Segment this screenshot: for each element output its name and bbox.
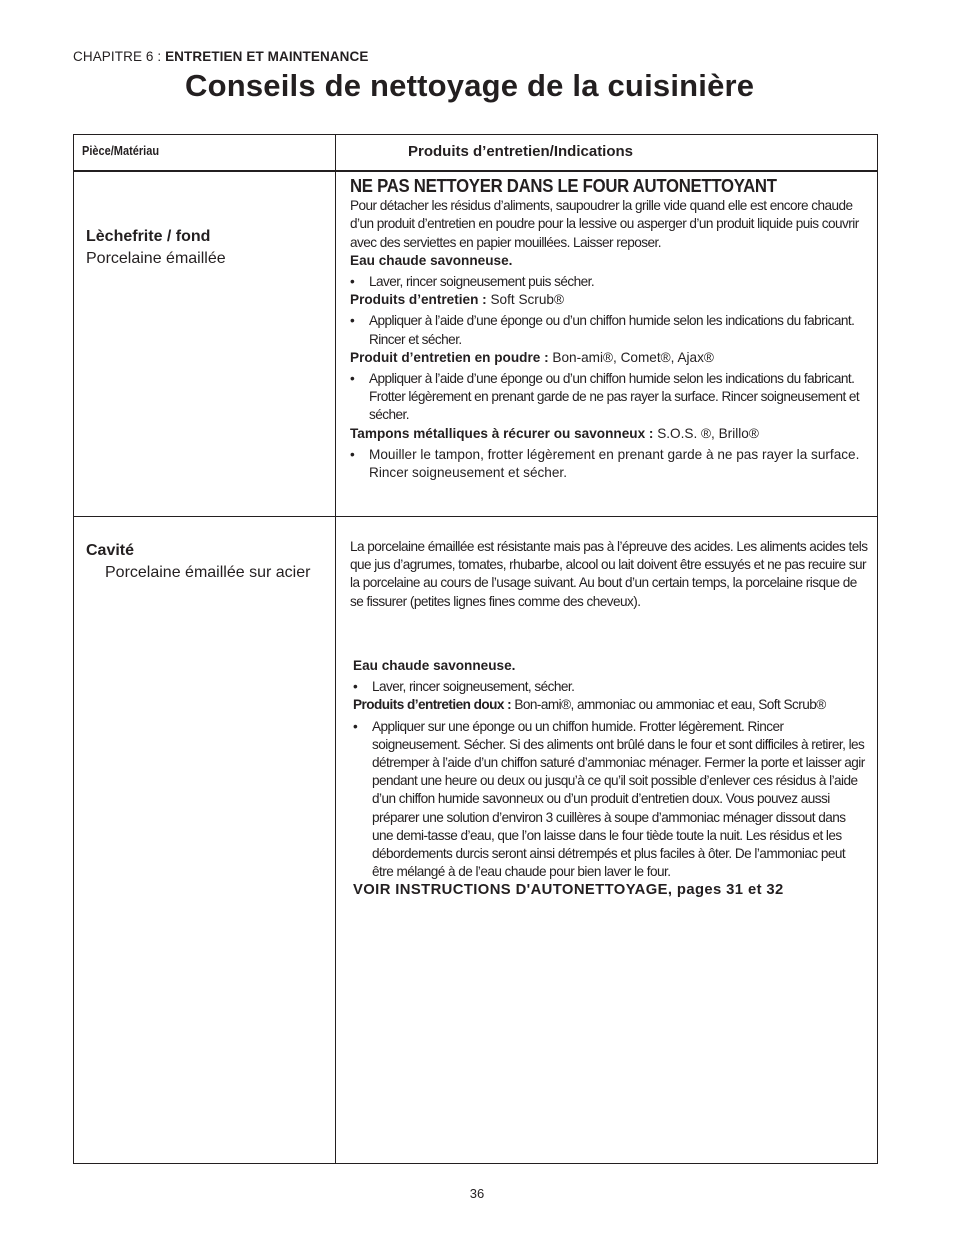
header-divider [74, 170, 877, 172]
row1-section2-bullet: • Appliquer à l’aide d’une éponge ou d’un chiffon humide selon les indications du fabricant. Rincer et sécher. [350, 313, 855, 347]
row1-instructions [350, 177, 870, 482]
row1-section4-bullet: • Mouiller le tampon, frotter légèrement en prenant garde à ne pas rayer la surface. Rincer soigneusement et sécher. [350, 446, 860, 481]
chapter-prefix: CHAPITRE 6 : [73, 49, 166, 64]
row1-section3-bullet: • Appliquer à l’aide d’une éponge ou d’un chiffon humide selon les indications du fabricant. Frotter légèrement en prenant garde de ne pas rayer la surface. Rincer soigneusement et sécher. [350, 371, 860, 423]
chapter-heading [73, 49, 368, 64]
row1-section1-label: Eau chaude savonneuse. [350, 252, 513, 268]
row2-section2-bullet: • Appliquer sur une éponge ou un chiffon humide. Frotter légèrement. Rincer soigneusement. Sécher. Si des aliments ont brûlé dans le four et sont difficiles à retirer, les détremper à l’aide d’un chiffon saturé d’ammoniac ménager. Fermer la porte et laisser agir pendant une heure ou deux ou jusqu’à ce qu’il soit possible d’enlever ces résidus à l’aide d’un chiffon humide savonneux ou d’un produit d’entretien doux. Vous pouvez aussi préparer une solution d’environ 3 cuillères à soupe d’ammoniac ménager dissout dans une demi-tasse d’eau, que l’on laisse dans le four tiède toute la nuit. Les résidus et les débordements durcis seront ainsi détrempés et plus faciles à ôter. De l’ammoniac peut être mélangé à de l’eau chaude pour bien laver le four. [353, 718, 865, 880]
row1-section1-bullet: • Laver, rincer soigneusement puis sécher. [350, 274, 595, 290]
row1-section2-label: Produits d’entretien : Soft Scrub® [350, 292, 564, 308]
row2-material: Porcelaine émaillée sur acier [105, 564, 311, 581]
row2-products [353, 657, 869, 900]
column-header-products: Produits d’entretien/Indications [408, 143, 634, 160]
row1-intro: Pour détacher les résidus d’aliments, saupoudrer la grille vide quand elle est encore chaude d’un produit d’entretien en poudre pour la lessive ou asperger d’un produit liquide puis couvrir avec des serviettes en papier mouillées. Laisser reposer. [350, 198, 859, 250]
page-title: Conseils de nettoyage de la cuisinière [185, 68, 755, 103]
row1-material: Porcelaine émaillée [86, 250, 226, 267]
column-divider [335, 135, 336, 1163]
row2-section1-label: Eau chaude savonneuse. [353, 658, 516, 673]
page-number: 36 [469, 1186, 485, 1201]
column-header-part: Pièce/Matériau [82, 144, 160, 158]
row2-instructions [350, 538, 870, 611]
row2-intro: La porcelaine émaillée est résistante mais pas à l’épreuve des acides. Les aliments acides tels que jus d’agrumes, tomates, rhubarbe, alcool ou lait doivent être essuyés et ne pas recuire sur la porcelaine au cours de l’usage suivant. Au bout d’un certain temps, la porcelaine risque de se fissurer (petites lignes fines comme des cheveux). [350, 539, 868, 609]
row1-warning: NE PAS NETTOYER DANS LE FOUR AUTONETTOYANT [350, 176, 777, 196]
row2-item: Cavité [86, 542, 135, 559]
cleaning-table [73, 134, 878, 1164]
row2-section1-bullet: • Laver, rincer soigneusement, sécher. [353, 679, 575, 695]
chapter-name: ENTRETIEN ET MAINTENANCE [165, 49, 369, 64]
row2-section2-label: Produits d’entretien doux : Bon-ami®, ammoniac ou ammoniac et eau, Soft Scrub® [353, 697, 826, 713]
row-divider [74, 516, 877, 517]
row2-see-also: VOIR INSTRUCTIONS D'AUTONETTOYAGE, pages 31 et 32 [353, 882, 784, 899]
row1-section3-label: Produit d’entretien en poudre : Bon-ami®, Comet®, Ajax® [350, 349, 714, 365]
row1-section4-label: Tampons métalliques à récurer ou savonneux : S.O.S. ®, Brillo® [350, 425, 759, 441]
row1-item: Lèchefrite / fond [86, 228, 211, 245]
